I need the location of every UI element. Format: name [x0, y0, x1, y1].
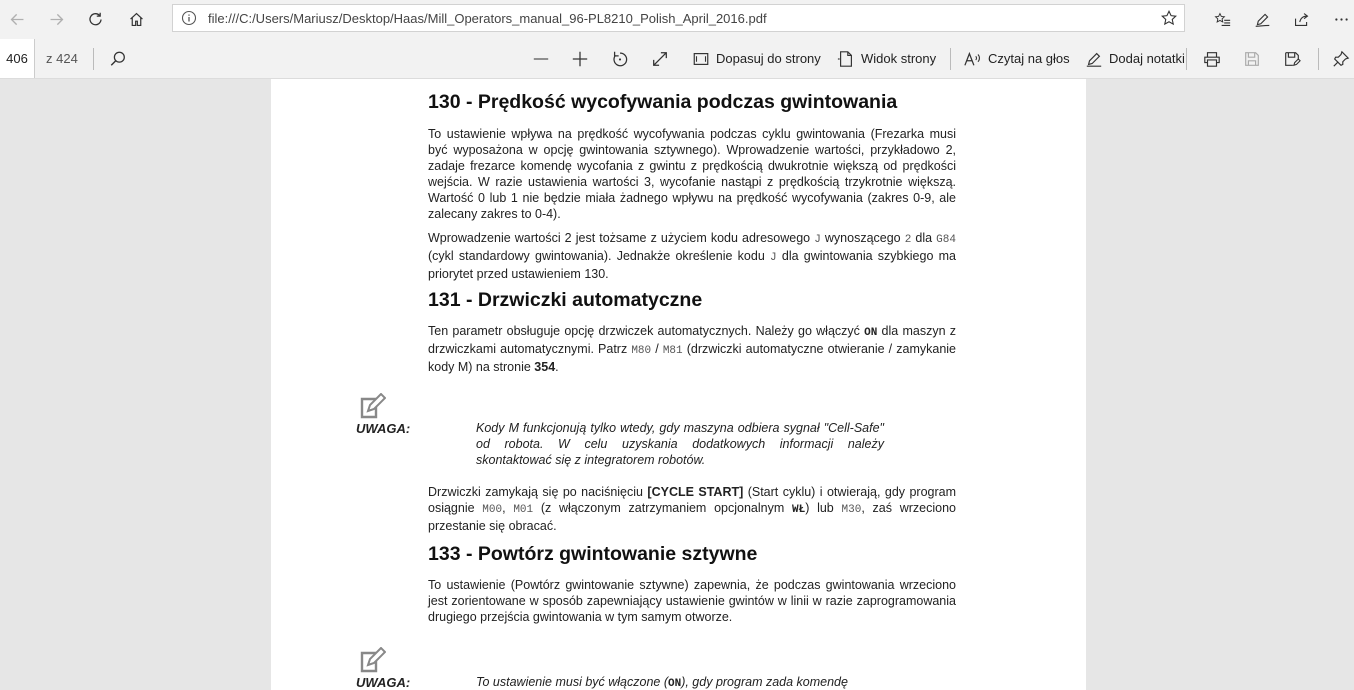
pdf-viewer[interactable] — [0, 79, 1354, 690]
favorite-star-icon[interactable] — [1160, 9, 1178, 27]
section-130-paragraph-1: To ustawienie wpływa na prędkość wycofywania podczas cyklu gwintowania (Frezarka musi być wyposażona w opcję gwintowania sztywnego). Wprowadzenie wartości, przykładowo 2, zadaje frezarce komendę wycofania z gwintu z prędkością dwukrotnie większą od prędkości wejścia. W razie ustawienia wartości 3, wycofanie nastąpi z prędkością trzykrotnie większą. Wartość 0 lub 1 nie będzie miała żadnego wpływu na prędkość wycofywania (zakres 0-9, ale zalecany zakres to 0-4). — [428, 127, 956, 221]
minus-icon — [532, 50, 550, 68]
refresh-icon — [87, 11, 104, 28]
section-title-130: 130 - Prędkość wycofywania podczas gwintowania — [428, 91, 898, 113]
more-icon — [1333, 11, 1350, 28]
favorites-list-button[interactable] — [1208, 6, 1236, 32]
url-text: file:///C:/Users/Mariusz/Desktop/Haas/Mill_Operators_manual_96-PL8210_Polish_April_2016.pdf — [208, 11, 767, 26]
browser-address-bar — [0, 0, 1354, 39]
page-view-icon — [837, 50, 855, 68]
forward-button[interactable] — [42, 6, 70, 32]
section-133-paragraph-1: To ustawienie (Powtórz gwintowanie sztywne) zapewnia, że podczas gwintowania wrzeciono jest zorientowane w sposób zapewniający ustawienie gwintów w linii w razie zaprogramowania drugiego przejścia gwintowania w tym samym otworze. — [428, 578, 956, 624]
share-icon — [1293, 11, 1310, 28]
section-title-133: 133 - Powtórz gwintowanie sztywne — [428, 543, 758, 565]
toolbar-divider — [950, 48, 951, 70]
read-aloud-label: Czytaj na głos — [988, 51, 1070, 66]
note-icon — [358, 393, 386, 421]
section-131-paragraph-2: Drzwiczki zamykają się po naciśnięciu [CYCLE START] (Start cyklu) i otwierają, gdy program osiągnie M00, M01 (z włączonym zatrzymaniem opcjonalnym WŁ) lub M30, zaś wrzeciono przestanie się obracać. — [428, 485, 957, 533]
zoom-out-button[interactable] — [532, 39, 550, 78]
web-note-button[interactable] — [1248, 6, 1276, 32]
toolbar-divider — [93, 48, 94, 70]
pin-icon — [1332, 50, 1350, 68]
refresh-button[interactable] — [81, 6, 109, 32]
add-notes-label: Dodaj notatki — [1109, 51, 1185, 66]
page-view-label: Widok strony — [861, 51, 937, 66]
back-icon — [9, 11, 26, 28]
page-number-input[interactable]: 406 — [0, 39, 35, 78]
full-screen-button[interactable] — [651, 39, 669, 78]
note-label: UWAGA: — [356, 421, 411, 436]
rotate-button[interactable] — [611, 39, 629, 78]
plus-icon — [571, 50, 589, 68]
print-icon — [1203, 50, 1221, 68]
note-text: To ustawienie musi być włączone (ON), gdy program zada komendę — [476, 675, 848, 690]
pen-icon — [1254, 11, 1271, 28]
forward-icon — [48, 11, 65, 28]
expand-icon — [651, 50, 669, 68]
more-button[interactable] — [1327, 6, 1354, 32]
url-field[interactable] — [172, 4, 1185, 32]
pdf-page — [271, 79, 1086, 690]
search-button[interactable] — [109, 39, 127, 78]
note-icon — [358, 647, 386, 675]
section-130-paragraph-2: Wprowadzenie wartości 2 jest tożsame z użyciem kodu adresowego J wynoszącego 2 dla G84 (cykl standardowy gwintowania). Jednakże określenie kodu J dla gwintowania szybkiego ma priorytet przed ustawieniem 130. — [428, 231, 956, 281]
read-aloud-icon — [964, 50, 982, 68]
pin-toolbar-button[interactable] — [1332, 39, 1350, 78]
rotate-icon — [611, 50, 629, 68]
favorites-list-icon — [1214, 11, 1231, 28]
zoom-in-button[interactable] — [571, 39, 589, 78]
fit-page-button[interactable] — [692, 39, 821, 78]
page-view-button[interactable] — [837, 39, 936, 78]
home-icon — [128, 11, 145, 28]
note-label: UWAGA: — [356, 675, 411, 690]
back-button[interactable] — [3, 6, 31, 32]
pen-icon — [1085, 50, 1103, 68]
save-as-button[interactable] — [1283, 39, 1301, 78]
share-button[interactable] — [1287, 6, 1315, 32]
save-icon — [1243, 50, 1261, 68]
note-text: Kody M funkcjonują tylko wtedy, gdy maszyna odbiera sygnał "Cell-Safe" od robota. W celu uzyskania dodatkowych informacji należy skontaktować się z integratorem robotów. — [476, 421, 884, 467]
add-notes-button[interactable] — [1085, 39, 1185, 78]
search-icon — [109, 50, 127, 68]
pdf-toolbar — [0, 39, 1354, 79]
fit-page-label: Dopasuj do strony — [716, 51, 821, 66]
print-button[interactable] — [1203, 39, 1221, 78]
toolbar-divider — [1186, 48, 1187, 70]
save-as-icon — [1283, 50, 1301, 68]
info-icon[interactable] — [181, 10, 197, 26]
home-button[interactable] — [122, 6, 150, 32]
fit-page-icon — [692, 50, 710, 68]
read-aloud-button[interactable] — [964, 39, 1070, 78]
save-button[interactable] — [1243, 39, 1261, 78]
section-title-131: 131 - Drzwiczki automatyczne — [428, 289, 703, 311]
toolbar-divider — [1318, 48, 1319, 70]
section-131-paragraph-1: Ten parametr obsługuje opcję drzwiczek automatycznych. Należy go włączyć ON dla maszyn z drzwiczkami automatycznymi. Patrz M80 / M81 (drzwiczki automatyczne otwieranie / zamykanie kody M) na stronie 354. — [428, 324, 956, 374]
total-pages-label: z 424 — [46, 51, 78, 66]
